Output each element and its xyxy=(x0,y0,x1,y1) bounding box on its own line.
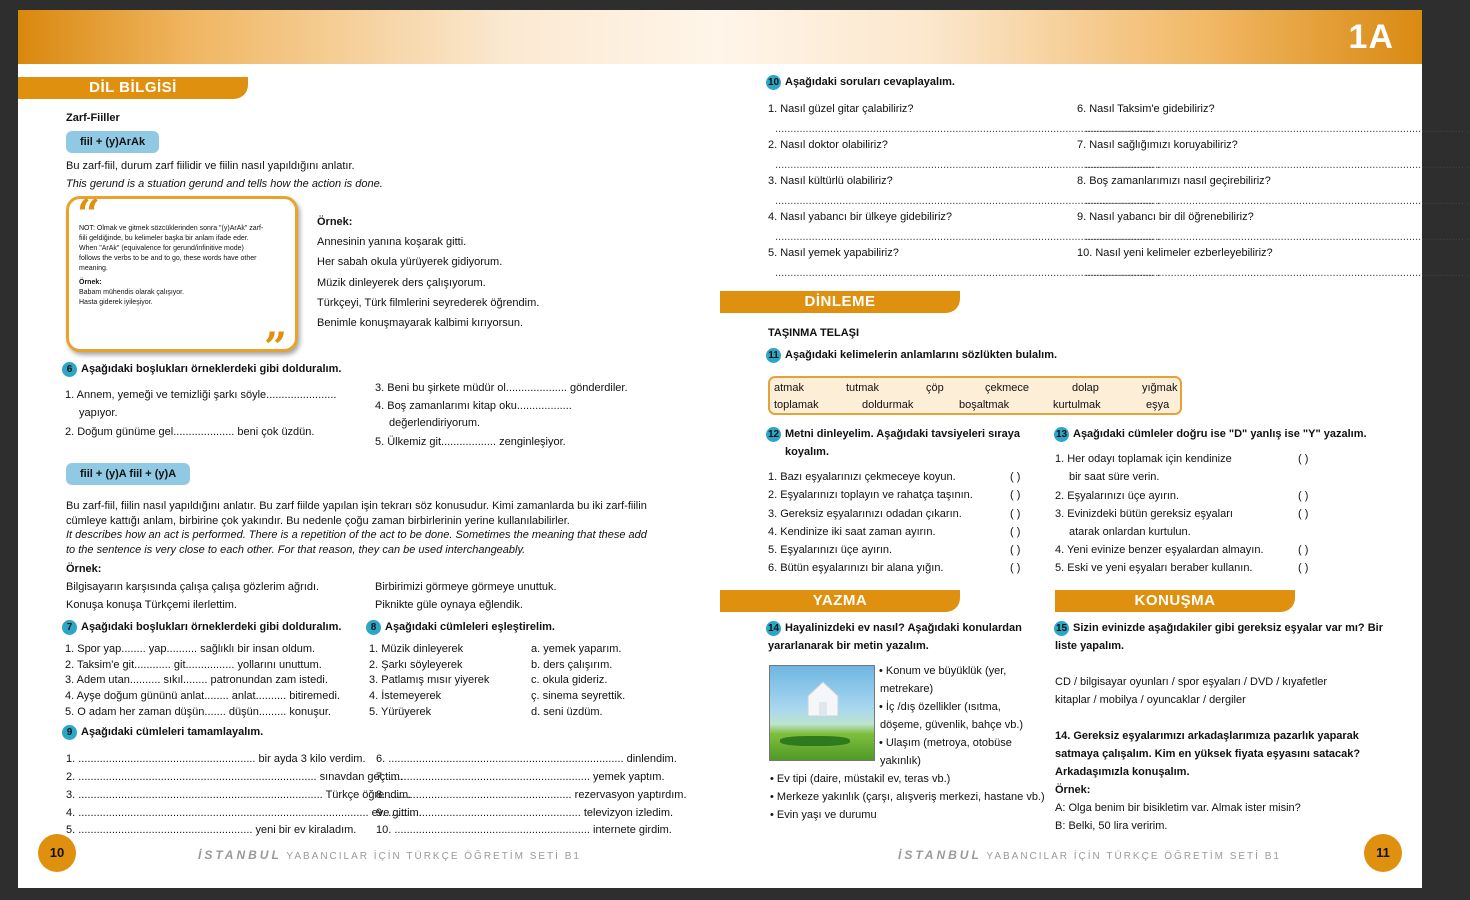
open-quote-icon: “ xyxy=(77,191,101,238)
ex13-number: 13 xyxy=(1055,429,1068,440)
ex13-answer-box[interactable]: ( ) xyxy=(1298,544,1309,556)
ex10-question: 2. Nasıl doktor olabiliriz? xyxy=(768,139,888,151)
ex12-answer-box[interactable]: ( ) xyxy=(1010,544,1021,556)
desc1-en: This gerund is a stuation gerund and tells how the action is done. xyxy=(66,178,383,190)
ex14-bullet: • Konum ve büyüklük (yer, xyxy=(879,665,1007,677)
writing-title: YAZMA xyxy=(812,592,868,609)
ex6-item: 2. Doğum günüme gel.................... beni çok üzdün. xyxy=(65,426,315,438)
ex8-right: d. seni üzdüm. xyxy=(531,706,603,718)
ex14-bullet: • Evin yaşı ve durumu xyxy=(770,809,877,821)
dream-house-picture xyxy=(769,665,875,761)
ex8-left: 5. Yürüyerek xyxy=(369,706,432,718)
ex13-answer-box[interactable]: ( ) xyxy=(1298,562,1309,574)
ex14-bullet: döşeme, güvenlik, bahçe vb.) xyxy=(880,719,1024,731)
ex14-heading: 14 Hayalinizdeki ev nasıl? Aşağıdaki konulardan xyxy=(767,622,1022,634)
ex10-question: 8. Boş zamanlarımızı nasıl geçirebiliriz? xyxy=(1077,175,1271,187)
ex13-item: 1. Her odayı toplamak için kendinize xyxy=(1055,453,1232,465)
example2-label: Örnek: xyxy=(66,563,102,575)
ex6-heading: 6 Aşağıdaki boşlukları örneklerdeki gibi dolduralım. xyxy=(62,362,341,377)
ex12-answer-box[interactable]: ( ) xyxy=(1010,489,1021,501)
book-spread xyxy=(18,10,1470,888)
example2-line: Piknikte güle oynaya eğlendik. xyxy=(375,599,523,611)
ex13-item: bir saat süre verin. xyxy=(1069,471,1160,483)
ex12-answer-box[interactable]: ( ) xyxy=(1010,508,1021,520)
desc1-tr: Bu zarf-fiil, durum zarf fiilidir ve fiilin nasıl yapıldığını anlatır. xyxy=(66,160,355,172)
ex8-right: b. ders çalışırım. xyxy=(531,659,613,671)
word: toplamak xyxy=(774,399,819,411)
ex12-item: 5. Eşyalarınızı üçe ayırın. xyxy=(768,544,893,556)
ex9-item: 7. .................................................................. yemek yaptım. xyxy=(376,771,665,783)
ex14-bullet: • Merkeze yakınlık (çarşı, alışveriş merkezi, hastane vb.) xyxy=(770,791,1045,803)
example1-line: Benimle konuşmayarak kalbimi kırıyorsun. xyxy=(317,317,524,329)
ex11-number: 11 xyxy=(766,348,781,363)
example1-line: Annesinin yanına koşarak gitti. xyxy=(317,236,467,248)
ex9-item: 1. .......................................................... bir ayda 3 kilo verdim. xyxy=(66,753,366,765)
ex15-q14: Arkadaşımızla konuşalım. xyxy=(1055,766,1190,778)
speaking-title: KONUŞMA xyxy=(1134,592,1216,609)
ex15-list: CD / bilgisayar oyunları / spor eşyaları / DVD / kıyafetler xyxy=(1055,676,1328,688)
example2-line: Konuşa konuşa Türkçemi ilerlettim. xyxy=(66,599,237,611)
word: doldurmak xyxy=(862,399,914,411)
ex11-heading: 11 Aşağıdaki kelimelerin anlamlarını sözlükten bulalım. xyxy=(766,348,1057,363)
desc2-tr: Bu zarf-fiil, fiilin nasıl yapıldığını anlatır. Bu zarf fiilde yapılan işin tekrarı söz konusudur. Kimi zamanlarda bu iki zarf-fiilin xyxy=(66,500,647,512)
word: boşaltmak xyxy=(959,399,1010,411)
ex12-answer-box[interactable]: ( ) xyxy=(1010,471,1021,483)
example1-line: Müzik dinleyerek ders çalışıyorum. xyxy=(317,277,486,289)
word: yığmak xyxy=(1142,382,1178,394)
word: atmak xyxy=(774,382,804,394)
word: tutmak xyxy=(846,382,880,394)
ex9-heading: 9 Aşağıdaki cümleleri tamamlayalım. xyxy=(62,725,263,740)
ex10-question: 6. Nasıl Taksim'e gidebiliriz? xyxy=(1077,103,1215,115)
ex6-item: 5. Ülkemiz git.................. zenginleşiyor. xyxy=(375,436,566,448)
word: kurtulmak xyxy=(1053,399,1101,411)
ex15-dialog: A: Olga benim bir bisikletim var. Almak ister misin? xyxy=(1055,802,1301,814)
ex7-item: 2. Taksim'e git............ git................ yollarını unuttum. xyxy=(65,659,322,671)
ex8-number: 8 xyxy=(366,620,381,635)
note-text: NOT: Olmak ve gitmek sözcüklerinden sonra "(y)ArAk" zarf- fiili geldiğinde, bu kelimeler başka bir anlam ifade eder. When "ArAk" (equivalence for gerund/infinitive mode) follows the verbs to be and to go, these words have other meaning. Örnek: Babam mühendis olarak çalışıyor. Hasta giderek iyileşiyor. xyxy=(79,225,264,306)
desc2-tr: cümleye kattığı anlam, birbirine çok yakındır. Bu nedenle çoğu zaman birbirlerinin yerine kullanılabilirler. xyxy=(66,515,570,527)
ex9-item: 4. ............................................................................................... eve gittim. xyxy=(66,807,422,819)
ex15-list: kitaplar / mobilya / oyuncaklar / dergiler xyxy=(1055,694,1246,706)
ex7-heading: 7 Aşağıdaki boşlukları örneklerdeki gibi dolduralım. xyxy=(62,620,341,635)
answer-line: ............................................................................................................................ . xyxy=(775,195,1161,207)
ex10-heading: 10 Aşağıdaki soruları cevaplayalım. xyxy=(767,76,955,88)
ex10-question: 9. Nasıl yabancı bir dil öğrenebiliriz? xyxy=(1077,211,1254,223)
ex12-item: 6. Bütün eşyalarınızı bir alana yığın. xyxy=(768,562,944,574)
ex7-number: 7 xyxy=(62,620,77,635)
pattern-pill-2: fiil + (y)A fiil + (y)A xyxy=(66,463,190,485)
listening-subtitle: TAŞINMA TELAŞI xyxy=(768,327,860,339)
ex10-question: 4. Nasıl yabancı bir ülkeye gidebiliriz? xyxy=(768,211,953,223)
ex15-dialog: B: Belki, 50 lira veririm. xyxy=(1055,820,1168,832)
ex9-item: 9. ............................................................... televizyon izledim. xyxy=(376,807,674,819)
ex8-left: 4. İstemeyerek xyxy=(369,690,442,702)
grammar-title: DİL BİLGİSİ xyxy=(89,79,177,96)
close-quote-icon: ” xyxy=(263,324,287,371)
example1-label: Örnek: xyxy=(317,216,353,228)
ex14-heading-cont: yararlanarak bir metin yazalım. xyxy=(768,640,929,652)
unit-label: 1A xyxy=(1348,18,1394,56)
ex9-item: 8. ............................................................ rezervasyon yaptırdım. xyxy=(376,789,687,801)
ex9-item: 5. ......................................................... yeni bir ev kiraladım. xyxy=(66,824,357,836)
page-number-left: 10 xyxy=(38,834,76,872)
ex14-bullet: • Ulaşım (metroya, otobüse xyxy=(879,737,1012,749)
page-number-right: 11 xyxy=(1364,834,1402,872)
ex10-number: 10 xyxy=(767,77,780,88)
ex12-item: 3. Gereksiz eşyalarınızı odadan çıkarın. xyxy=(768,508,962,520)
ex7-item: 1. Spor yap........ yap.......... sağlıklı bir insan oldum. xyxy=(65,643,316,655)
ex13-item: atarak onlardan kurtulun. xyxy=(1069,526,1191,538)
ex10-question: 7. Nasıl sağlığımızı koruyabiliriz? xyxy=(1077,139,1238,151)
ex15-q14: satmaya çalışalım. Kim en yüksek fiyata eşyasını satacak? xyxy=(1055,748,1361,760)
writing-banner xyxy=(720,590,960,612)
desc2-en: It describes how an act is performed. There is a repetition of the act to be done. Sometimes the meaning that these add xyxy=(66,529,647,541)
ex13-item: 3. Evinizdeki bütün gereksiz eşyaları xyxy=(1055,508,1233,520)
answer-line: ............................................................................................................................ . xyxy=(1085,123,1470,135)
ex12-heading: 12 Metni dinleyelim. Aşağıdaki tavsiyeleri sıraya xyxy=(767,428,1020,440)
ex6-item: 4. Boş zamanlarımı kitap oku.................. xyxy=(375,400,572,412)
ex15-heading: 15 Sizin evinizde aşağıdakiler gibi gereksiz eşyalar var mı? Bir xyxy=(1055,622,1383,634)
ex15-q14: 14. Gereksiz eşyalarımızı arkadaşlarımıza pazarlık yaparak xyxy=(1055,730,1359,742)
ex12-answer-box[interactable]: ( ) xyxy=(1010,526,1021,538)
word: eşya xyxy=(1146,399,1170,411)
footer-left: İSTANBUL YABANCILAR İÇİN TÜRKÇE ÖĞRETİM SETİ B1 xyxy=(198,848,581,862)
ex10-question: 5. Nasıl yemek yapabiliriz? xyxy=(768,247,899,259)
example2-line: Birbirimizi görmeye görmeye unuttuk. xyxy=(375,581,557,593)
example1-line: Türkçeyi, Türk filmlerini seyrederek öğrendim. xyxy=(317,297,540,309)
ex8-left: 1. Müzik dinleyerek xyxy=(369,643,464,655)
answer-line: ............................................................................................................................ . xyxy=(1085,159,1470,171)
top-banner xyxy=(18,10,1422,64)
answer-line: ............................................................................................................................ . xyxy=(1085,231,1470,243)
ex8-right: ç. sinema seyrettik. xyxy=(531,690,626,702)
word-box xyxy=(768,376,1182,415)
grass-mound xyxy=(780,736,850,746)
ex13-item: 5. Eski ve yeni eşyaları beraber kullanın. xyxy=(1055,562,1253,574)
ex13-heading: 13 Aşağıdaki cümleler doğru ise "D" yanlış ise "Y" yazalım. xyxy=(1055,428,1367,440)
ex13-item: 4. Yeni evinize benzer eşyalardan almayın. xyxy=(1055,544,1264,556)
answer-line: ............................................................................................................................ . xyxy=(1085,195,1470,207)
ex12-number: 12 xyxy=(767,429,780,440)
ex12-item: 2. Eşyalarınızı toplayın ve rahatça taşının. xyxy=(768,489,973,501)
listening-banner xyxy=(720,291,960,313)
ex15-example-label: Örnek: xyxy=(1055,784,1091,796)
ex13-answer-box[interactable]: ( ) xyxy=(1298,490,1309,502)
answer-line: ............................................................................................................................ . xyxy=(775,159,1161,171)
ex14-bullet: • Ev tipi (daire, müstakil ev, teras vb.) xyxy=(770,773,951,785)
ex14-number: 14 xyxy=(767,623,780,634)
house-icon xyxy=(806,680,840,718)
ex12-heading-cont: koyalım. xyxy=(785,446,830,458)
ex7-item: 4. Ayşe doğum gününü anlat........ anlat.......... bitiremedi. xyxy=(65,690,340,702)
speaking-banner xyxy=(1055,590,1295,612)
ex14-bullet: yakınlık) xyxy=(880,755,921,767)
ex14-bullet: • İç /dış özellikler (ısıtma, xyxy=(879,701,1001,713)
ex7-item: 3. Adem utan.......... sıkıl........ patronundan zam istedi. xyxy=(65,674,328,686)
footer-right: İSTANBUL YABANCILAR İÇİN TÜRKÇE ÖĞRETİM SETİ B1 xyxy=(898,848,1281,862)
ex6-number: 6 xyxy=(62,362,77,377)
answer-line: ............................................................................................................................ . xyxy=(775,231,1161,243)
ex10-question: 10. Nasıl yeni kelimeler ezberleyebiliriz? xyxy=(1077,247,1273,259)
ex12-item: 1. Bazı eşyalarınızı çekmeceye koyun. xyxy=(768,471,956,483)
example1-line: Her sabah okula yürüyerek gidiyorum. xyxy=(317,256,503,268)
ex8-right: c. okula gideriz. xyxy=(531,674,608,686)
ex13-answer-box[interactable]: ( ) xyxy=(1298,453,1309,465)
listening-title: DİNLEME xyxy=(804,293,876,310)
ex10-question: 3. Nasıl kültürlü olabiliriz? xyxy=(768,175,893,187)
ex9-item: 10. ................................................................ internete girdim. xyxy=(376,824,672,836)
ex12-answer-box[interactable]: ( ) xyxy=(1010,562,1021,574)
ex6-item: değerlendiriyorum. xyxy=(389,417,481,429)
ex9-item: 6. ............................................................................. dinlendim. xyxy=(376,753,677,765)
answer-line: ............................................................................................................................ . xyxy=(775,123,1161,135)
ex9-item: 2. .............................................................................. sınavdan geçtim. xyxy=(66,771,403,783)
ex14-bullet: metrekare) xyxy=(880,683,934,695)
answer-line: ............................................................................................................................ . xyxy=(1085,267,1470,279)
example2-line: Bilgisayarın karşısında çalışa çalışa gözlerim ağrıdı. xyxy=(66,581,320,593)
ex8-left: 3. Patlamış mısır yiyerek xyxy=(369,674,490,686)
ex8-heading: 8 Aşağıdaki cümleleri eşleştirelim. xyxy=(366,620,555,635)
ex7-item: 5. O adam her zaman düşün....... düşün......... konuşur. xyxy=(65,706,331,718)
ex9-item: 3. ................................................................................ Türkçe öğrendim. xyxy=(66,789,412,801)
ex15-number: 15 xyxy=(1055,623,1068,634)
ex6-item: 3. Beni bu şirkete müdür ol.................... gönderdiler. xyxy=(375,382,628,394)
ex13-item: 2. Eşyalarınızı üçe ayırın. xyxy=(1055,490,1180,502)
ex13-answer-box[interactable]: ( ) xyxy=(1298,508,1309,520)
grammar-banner xyxy=(18,77,248,99)
ex6-item: 1. Annem, yemeği ve temizliği şarkı söyle....................... xyxy=(65,389,337,401)
ex12-item: 4. Kendinize iki saat zaman ayırın. xyxy=(768,526,936,538)
ex6-item: yapıyor. xyxy=(79,407,118,419)
word: çöp xyxy=(926,382,944,394)
desc2-en: to the sentence is very close to each other. For that reason, they can be used interchangeably. xyxy=(66,544,526,556)
ex15-heading-cont: liste yapalım. xyxy=(1055,640,1125,652)
word: dolap xyxy=(1072,382,1099,394)
answer-line: ............................................................................................................................ . xyxy=(775,267,1161,279)
topic-title: Zarf-Fiiller xyxy=(66,112,120,124)
ex9-number: 9 xyxy=(62,725,77,740)
ex10-question: 1. Nasıl güzel gitar çalabiliriz? xyxy=(768,103,914,115)
word: çekmece xyxy=(985,382,1030,394)
ex8-right: a. yemek yaparım. xyxy=(531,643,622,655)
ex8-left: 2. Şarkı söyleyerek xyxy=(369,659,463,671)
pattern-pill-1: fiil + (y)ArAk xyxy=(66,131,159,153)
